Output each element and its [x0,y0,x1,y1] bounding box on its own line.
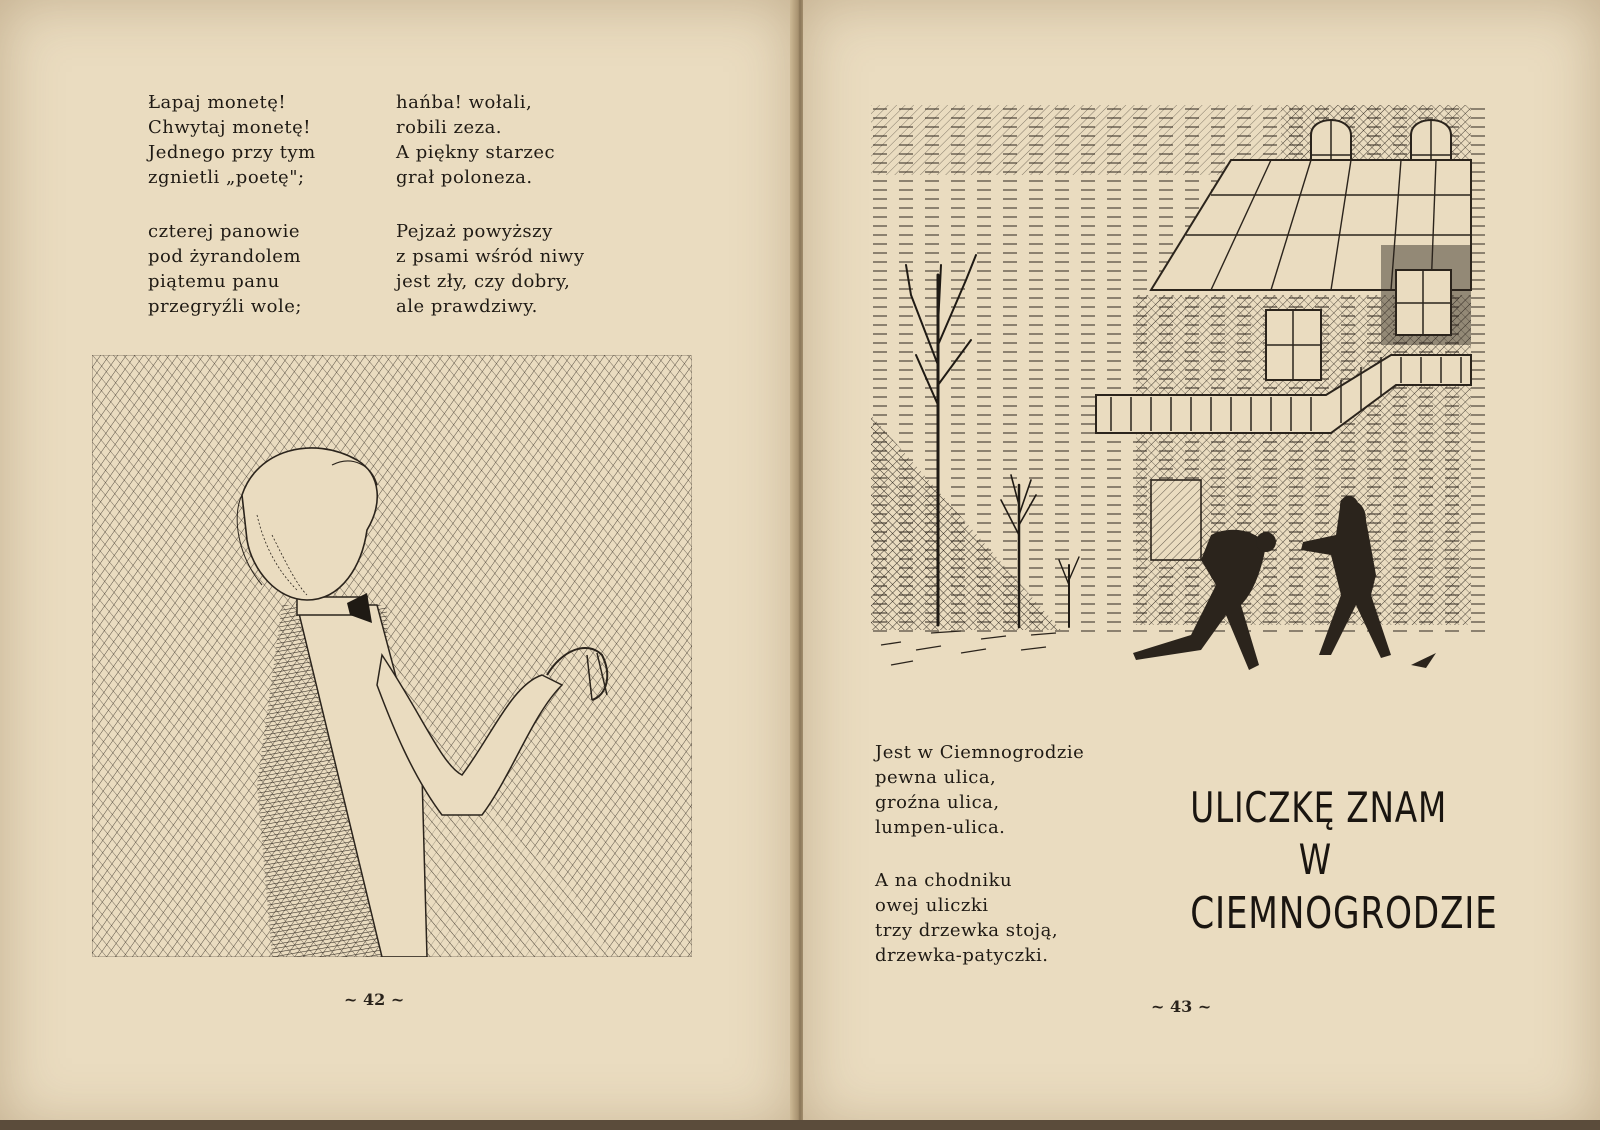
verse-line: A piękny starzec [396,142,556,163]
stanza [875,868,1058,968]
verse-line: lumpen-ulica. [875,817,1006,838]
verse-line: z psami wśród niwy [396,246,585,267]
verse-line: Jest w Ciemnogrodzie [875,742,1085,763]
stanza [396,219,585,319]
verse-line: pewna ulica, [875,767,997,788]
stanza [148,90,316,190]
poem-title-line: CIEMNOGRODZIE [1190,888,1498,939]
verse-line: drzewka-patyczki. [875,945,1049,966]
verse-line: czterej panowie [148,221,301,242]
right-page [803,0,1600,1130]
verse-line: robili zeza. [396,117,503,138]
verse-line: hańba! wołali, [396,92,533,113]
street-illustration [871,105,1491,685]
poem-title [1190,782,1498,942]
verse-line: grał poloneza. [396,167,533,188]
verse-line: trzy drzewka stoją, [875,920,1059,941]
verse-line: groźna ulica, [875,792,1000,813]
book-bottom-edge [0,1120,1600,1130]
verse-line: Pejzaż powyższy [396,221,553,242]
verse-line: zgnietli „poetę"; [148,167,305,188]
verse-line: owej uliczki [875,895,989,916]
page-number: ~ 43 ~ [1151,997,1212,1016]
verse-line: piątemu panu [148,271,280,292]
poem-title-line: W [1298,835,1332,884]
stanza [396,90,555,190]
verse-line: Łapaj monetę! [148,92,287,113]
verse-line: Jednego przy tym [148,142,316,163]
verse-line: jest zły, czy dobry, [396,271,571,292]
old-pianist-illustration [92,355,692,957]
poem-title-line: ULICZKĘ ZNAM [1190,783,1447,832]
verse-line: pod żyrandolem [148,246,302,267]
verse-line: ale prawdziwy. [396,296,538,317]
verse-line: A na chodniku [875,870,1013,891]
verse-line: Chwytaj monetę! [148,117,311,138]
page-number: ~ 42 ~ [344,990,405,1009]
stanza [875,740,1084,840]
left-page [0,0,795,1130]
stanza [148,219,302,319]
verse-line: przegryźli wole; [148,296,302,317]
